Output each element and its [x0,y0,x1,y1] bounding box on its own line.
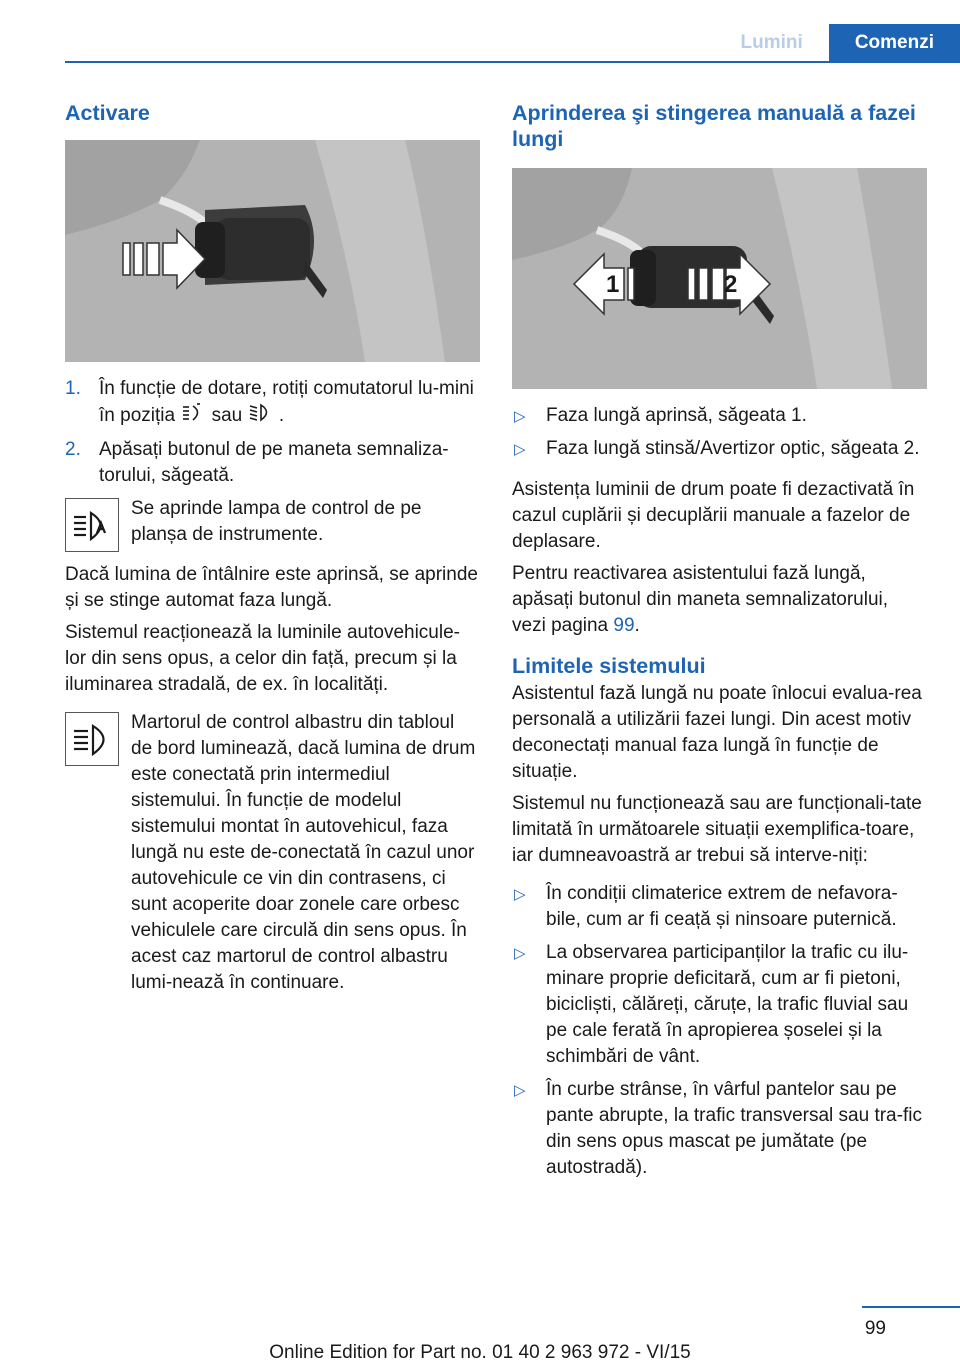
paragraph: Sistemul nu funcționează sau are funcționali‐tate limitată în următoarele situații exemplifica‐toare, iar dumneavoastră ar trebui să interve‐niți: [512,793,922,866]
paragraph-end: . [634,615,640,636]
step-text: În funcție de dotare, rotiți comutatorul lu‐mini în poziția [99,378,474,427]
low-beam-icon [248,402,274,430]
step-number: 1. [65,378,81,399]
limits-bullets [512,881,927,1181]
tab-lumini[interactable]: Lumini [715,24,829,62]
list-item-text: Faza lungă aprinsă, săgeata 1. [546,405,807,426]
auto-light-icon [180,402,206,430]
bullet-triangle-icon: ▷ [514,886,526,903]
high-beam-assist-indicator-icon [65,498,119,552]
edition-footer: Online Edition for Part no. 01 40 2 963 972 - VI/15 [269,1342,691,1363]
header-rule [65,61,960,63]
list-item [512,940,927,1070]
step-item [65,376,480,430]
section-title-manual-high-beam: Aprinderea şi stingerea manuală a fazei lungi [512,101,916,151]
paragraph-text: Pentru reactivarea asistentului fază lungă, apăsați butonul din maneta semnalizatorului, vezi pagina [512,563,889,636]
list-item [512,1077,927,1181]
paragraph: Asistentul fază lungă nu poate înlocui evalua‐rea personală a utilizării fazei lungi. Din acest motiv deconectați manual faza lungă în funcție de situație. [512,683,922,782]
step-text-end: . [278,405,285,427]
list-item-text: La observarea participanților la trafic cu ilu‐minare proprie deficitară, cum ar fi pietoni, bicicliști, călăreți, căruțe, la trafic fluvial sau pe cale ferată în apropierea șoselei și la schimbări de vânt. [546,942,909,1067]
stalk-photo-pull-push [512,168,927,389]
step-item [65,437,480,489]
left-column [65,100,480,1004]
list-item [512,881,927,933]
page-number: 99 [864,1318,886,1339]
running-header [715,24,960,62]
right-column [512,100,927,1188]
tab-comenzi[interactable]: Comenzi [829,24,960,62]
bullet-triangle-icon: ▷ [514,441,526,458]
page-number-rule [862,1306,960,1308]
note-text: Martorul de control albastru din tabloul de bord luminează, dacă lumina de drum este conectată prin intermediul sistemului. În funcție de modelul sistemului montat în autovehicul, faza lungă nu este de‐conectată în cazul unor autovehicule ce vin din contrasens, ci sunt acoperite doar zonele care orbesc vehiculele care circulă din sens opus. În acest caz martorul de control albastru lumi‐nează în continuare. [131,712,476,993]
step-text-or: sau [211,405,243,427]
paragraph [512,561,927,639]
step-text: Apăsați butonul de pe maneta semnaliza‐torului, săgeată. [99,439,449,486]
paragraph: Sistemul reacționează la luminile autovehicule‐lor din sens opus, a celor din față, precum și la iluminarea stradală, de ex. în localități. [65,622,460,695]
list-item-text: În condiții climaterice extrem de nefavora‐bile, cum ar fi ceață și ninsoare puternică. [546,883,898,930]
page-link[interactable]: 99 [613,615,635,636]
manual-bullets [512,403,927,462]
bullet-triangle-icon: ▷ [514,945,526,962]
list-item [512,436,927,462]
note-text: Se aprinde lampa de control de pe planșa de instrumente. [131,498,422,545]
high-beam-indicator-icon [65,712,119,766]
bullet-triangle-icon: ▷ [514,1082,526,1099]
bullet-triangle-icon: ▷ [514,408,526,425]
list-item-text: În curbe strânse, în vârful pantelor sau pe pante abrupte, la trafic transversal sau tra‐fic din sens opus mascat pe jumătate (pe autostradă). [546,1079,922,1178]
activation-steps [65,376,480,489]
arrow-label-1: 1 [606,271,620,298]
section-title-activare: Activare [65,101,150,125]
list-item [512,403,927,429]
list-item-text: Faza lungă stinsă/Avertizor optic, săgeata 2. [546,438,920,459]
paragraph: Dacă lumina de întâlnire este aprinsă, se aprinde și se stinge automat faza lungă. [65,564,478,611]
section-title-system-limits: Limitele sistemului [512,654,706,678]
arrow-label-2: 2 [724,271,738,298]
paragraph: Asistența luminii de drum poate fi dezactivată în cazul cuplării și decuplării manuale a fazelor de deplasare. [512,479,915,552]
step-number: 2. [65,439,81,460]
blue-indicator-note [65,710,480,996]
control-lamp-note [65,496,480,554]
stalk-photo-push [65,140,480,362]
